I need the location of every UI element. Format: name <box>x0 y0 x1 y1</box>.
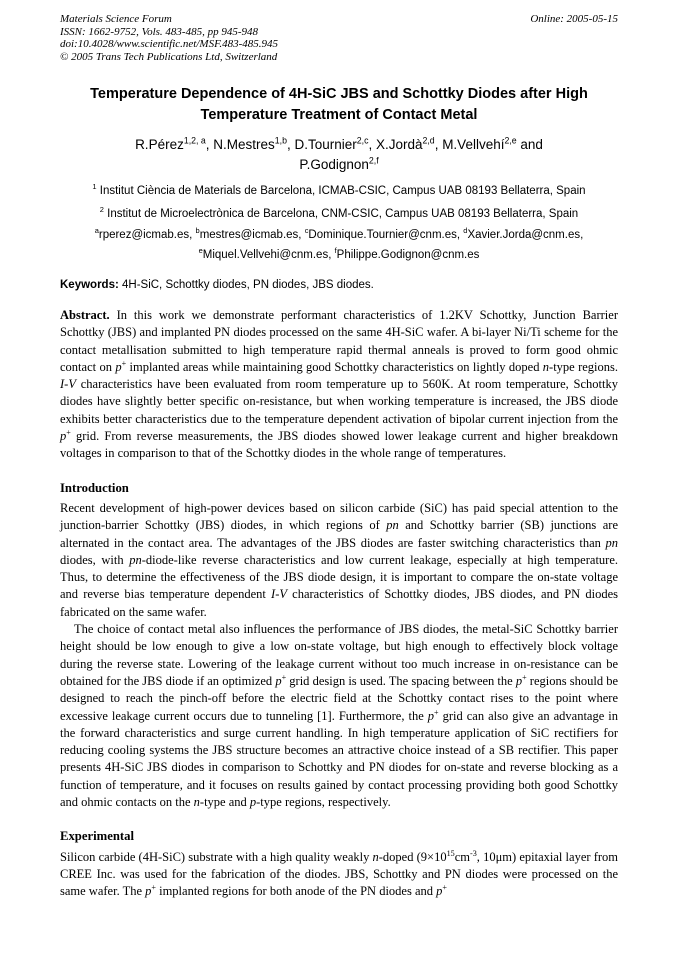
affiliation-2: $^2$ Institut de Microelectrònica de Barcelona, CNM-CSIC, Campus UAB 08193 Bellaterra, Spain <box>99 205 579 220</box>
keywords-line <box>60 278 618 293</box>
doi-line: doi:10.4028/www.scientific.net/MSF.483-485.945 <box>60 38 279 50</box>
copyright-line: © 2005 Trans Tech Publications Ltd, Switzerland <box>60 50 278 63</box>
section-heading-introduction: Introduction <box>60 480 129 495</box>
paper-title: Temperature Dependence of 4H-SiC JBS and Schottky Diodes after High Temperature Treatment of Contact Metal <box>90 86 588 123</box>
introduction-paragraph-1: Recent development of high-power devices based on silicon carbide (SiC) has paid special attention to the junction-barrier Schottky (JBS) diodes, in which regions of pn and Schottky barrier (SB) junctions are alternated in the contact area. The advantages of the JBS diodes are faster switching characteristics than pn diodes, with pn-diode-like reverse characteristics and low current leakage, especially at high temperature. Thus, to determine the effectiveness of the JBS diode design, it is important to compare the on-state voltage and reverse bias temperature dependent I-V characteristics of Schottky diodes, JBS diodes, and PN diodes fabricated on the same wafer. <box>60 500 618 619</box>
experimental-paragraph-1: Silicon carbide (4H-SiC) substrate with a high quality weakly n-doped ($9\times 10^{15}cm^{-3}$, 10μm) epitaxial layer from CREE Inc. was used for the fabrication of the diodes. JBS, Schottky and PN diodes were processed on the same wafer. The p+ implanted regions for both anode of the PN diodes and p+ <box>60 848 618 899</box>
author-emails: $^a$rperez@icmab.es, $^b$mestres@icmab.es, $^c$Dominique.Tournier@cnm.es, $^d$Xavier.Jorda@cnm.es, $^e$Miquel.Vellvehi@cnm.es, $^f$Philippe.Godignon@cnm.es <box>94 226 584 261</box>
section-heading-experimental: Experimental <box>60 829 135 844</box>
page-header <box>60 13 618 63</box>
online-date: Online: 2005-05-15 <box>530 13 618 25</box>
affiliation-1: $^1$ Institut Ciència de Materials de Barcelona, ICMAB-CSIC, Campus UAB 08193 Bellaterra, Spain <box>92 182 586 197</box>
introduction-paragraph-2: The choice of contact metal also influences the performance of JBS diodes, the metal-SiC Schottky barrier height should be low enough to give a low on-state voltage, but high enough to effectively block voltage during the reverse state. Lowering of the leakage current without too much increase in on-resistance can be obtained for the JBS diode if an optimized p+ grid design is used. The spacing between the p+ regions should be designed to reach the pinch-off before the electric field at the Schottky contact rises to the point where excessive leakage current occurs due to tunneling [1]. Furthermore, the p+ grid can also give an advantage in the forward characteristics and surge current handling. In high temperature application of SiC rectifiers for reducing cooling systems the JBS structure becomes an attractive choice instead of a SB rectifier. This paper presents 4H-SiC JBS diodes in comparison to Schottky and PN diodes for on-state and reverse blocking as a function of temperature, and it focuses on results gained by contact processing providing both good Schottky and ohmic contacts on the n-type and p-type regions, respectively. <box>60 622 619 810</box>
keywords-label: Keywords: <box>60 279 119 291</box>
abstract-paragraph: Abstract. In this work we demonstrate performant characteristics of 1.2KV Schottky, Junction Barrier Schottky (JBS) and implanted PN diodes processed on the same 4H-SiC wafer. A bi-layer Ni/Ti scheme for the contact metallisation submitted to high temperature rapid thermal anneals is proved to form good ohmic contact on p+ implanted areas while maintaining good Schottky characteristics on lightly doped n-type regions. I-V characteristics have been evaluated from room temperature up to 560K. At room temperature, Schottky diodes have slightly better specific on-resistance, but when working temperature is increased, the JBS diode exhibits better characteristics due to the temperature dependent activation of bipolar current injection from the p+ grid. From reverse measurements, the JBS diodes showed lower leakage current and higher breakdown voltages in comparison to that of the Schottky diodes in the whole range of temperatures. <box>60 308 619 461</box>
keywords-text: 4H-SiC, Schottky diodes, PN diodes, JBS diodes. <box>118 279 374 291</box>
issn-line: ISSN: 1662-9752, Vols. 483-485, pp 945-948 <box>60 25 258 38</box>
journal-info-block <box>60 13 278 63</box>
journal-name: Materials Science Forum <box>60 13 172 25</box>
authors-line: R.Pérez$^{1,2, a}$, N.Mestres$^{1,b}$, D.Tournier$^{2,c}$, X.Jordà$^{2,d}$, M.Vellvehí$^{2,e}$ and P.Godignon$^{2,f}$ <box>135 135 543 172</box>
